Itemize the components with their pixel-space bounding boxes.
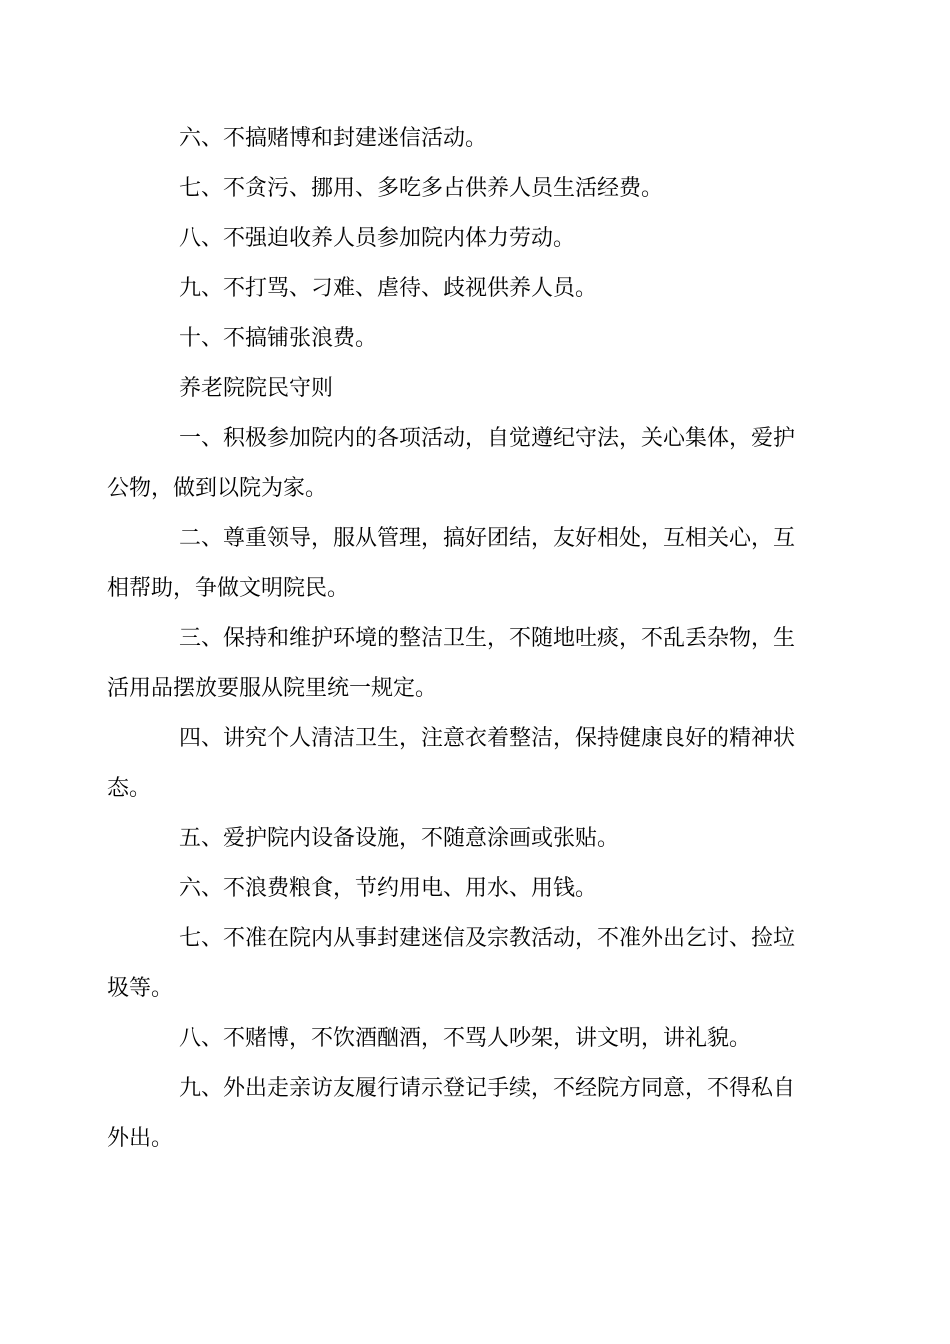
rule-2 [107, 514, 807, 614]
rule-4 [107, 714, 807, 814]
paragraph-4 [143, 264, 807, 314]
paragraph-5 [143, 314, 807, 364]
section-heading [143, 364, 807, 414]
paragraph-line: 七、不贪污、挪用、多吃多占供养人员生活经费。 [179, 176, 664, 201]
paragraph-line: 七、不准在院内从事封建迷信及宗教活动，不准外出乞讨、捡垃 [179, 926, 796, 951]
paragraph-line: 五、爱护院内设备设施，不随意涂画或张贴。 [179, 826, 620, 851]
rule-7 [107, 914, 807, 1014]
paragraph-line: 三、保持和维护环境的整洁卫生，不随地吐痰，不乱丢杂物，生 [179, 626, 796, 651]
paragraph-2 [143, 164, 807, 214]
paragraph-line-continuation: 态。 [107, 776, 152, 801]
paragraph-line: 十、不搞铺张浪费。 [179, 326, 378, 351]
section-heading-text: 养老院院民守则 [179, 376, 334, 401]
paragraph-line-continuation: 活用品摆放要服从院里统一规定。 [107, 676, 438, 701]
paragraph-1 [143, 114, 807, 164]
rule-1 [107, 414, 807, 514]
rule-6 [143, 864, 807, 914]
paragraph-line: 九、外出走亲访友履行请示登记手续，不经院方同意，不得私自 [179, 1076, 796, 1101]
paragraph-line: 四、讲究个人清洁卫生，注意衣着整洁，保持健康良好的精神状 [179, 726, 796, 751]
paragraph-line: 八、不赌博，不饮酒酗酒，不骂人吵架，讲文明，讲礼貌。 [179, 1026, 752, 1051]
rule-5 [143, 814, 807, 864]
paragraph-line-continuation: 公物，做到以院为家。 [107, 476, 328, 501]
rule-9 [107, 1064, 807, 1164]
paragraph-line: 九、不打骂、刁难、虐待、歧视供养人员。 [179, 276, 598, 301]
document-body [107, 114, 807, 1164]
paragraph-line-continuation: 相帮助，争做文明院民。 [107, 576, 350, 601]
paragraph-line: 六、不搞赌博和封建迷信活动。 [179, 126, 488, 151]
paragraph-3 [143, 214, 807, 264]
paragraph-line-continuation: 外出。 [107, 1126, 174, 1151]
rule-3 [107, 614, 807, 714]
paragraph-line: 六、不浪费粮食，节约用电、用水、用钱。 [179, 876, 598, 901]
rule-8 [143, 1014, 807, 1064]
paragraph-line-continuation: 圾等。 [107, 976, 174, 1001]
paragraph-line: 八、不强迫收养人员参加院内体力劳动。 [179, 226, 576, 251]
paragraph-line: 二、尊重领导，服从管理，搞好团结，友好相处，互相关心，互 [179, 526, 796, 551]
paragraph-line: 一、积极参加院内的各项活动，自觉遵纪守法，关心集体，爱护 [179, 426, 796, 451]
